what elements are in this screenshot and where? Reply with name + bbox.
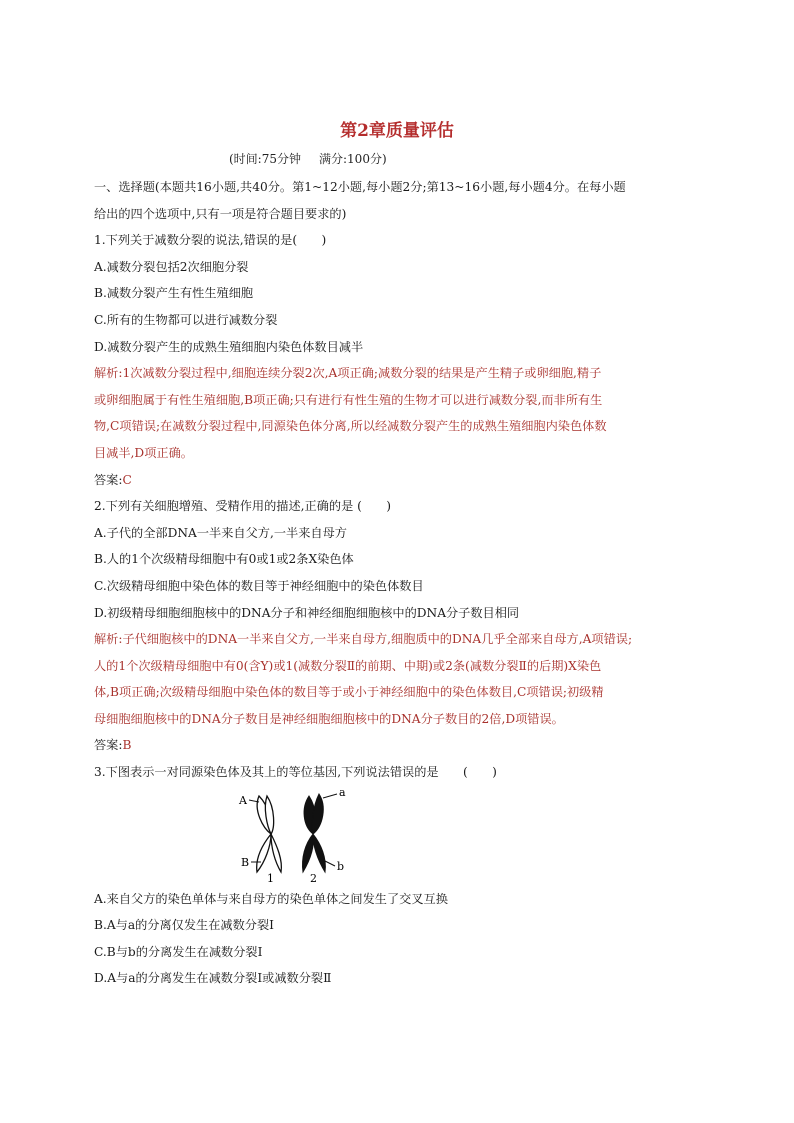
q2-option-b: B.人的1个次级精母细胞中有0或1或2条X染色体: [94, 552, 354, 567]
homologous-chromosomes-diagram: [237, 790, 367, 882]
chromosome-number-2: 2: [310, 871, 317, 882]
page-title: 第2章质量评估: [340, 121, 454, 141]
q2-answer-label: 答案:: [94, 738, 123, 753]
q2-option-a: A.子代的全部DNA一半来自父方,一半来自母方: [94, 525, 347, 540]
q3-option-a: A.来自父方的染色单体与来自母方的染色单体之间发生了交叉互换: [94, 891, 448, 906]
q3-option-d: D.A与a的分离发生在减数分裂Ⅰ或减数分裂Ⅱ: [94, 971, 332, 986]
q2-answer: B: [122, 738, 132, 753]
q2-analysis-line1: 解析:子代细胞核中的DNA一半来自父方,一半来自母方,细胞质中的DNA几乎全部来自母方,A项错误;: [94, 632, 633, 647]
q2-answer-row: [94, 732, 714, 759]
pointer-a: [323, 794, 337, 798]
q1-analysis-line1: 解析:1次减数分裂过程中,细胞连续分裂2次,A项正确;减数分裂的结果是产生精子或卵细胞,精子: [94, 366, 602, 381]
q3-option-c: C.B与b的分离发生在减数分裂Ⅰ: [94, 944, 263, 959]
chromosome-number-1: 1: [267, 871, 274, 882]
q2-analysis-line3: 体,B项正确;次级精母细胞中染色体的数目等于或小于神经细胞中的染色体数目,C项错误;初级精: [94, 685, 604, 700]
q1-answer-label: 答案:: [94, 472, 123, 487]
gene-label-B: B: [241, 855, 250, 869]
gene-label-b: b: [337, 859, 345, 873]
q1-option-b: B.减数分裂产生有性生殖细胞: [94, 286, 254, 301]
chromosome-2: [302, 794, 325, 872]
q1-option-c: C.所有的生物都可以进行减数分裂: [94, 312, 278, 327]
section-heading-line2: 给出的四个选项中,只有一项是符合题目要求的): [94, 206, 347, 221]
q2-stem: 2.下列有关细胞增殖、受精作用的描述,正确的是 ( ): [94, 499, 392, 514]
exam-meta: [229, 150, 387, 167]
q2-option-d: D.初级精母细胞细胞核中的DNA分子和神经细胞细胞核中的DNA分子数目相同: [94, 605, 520, 620]
q1-option-d: D.减数分裂产生的成熟生殖细胞内染色体数目减半: [94, 339, 364, 354]
q1-analysis-line2: 或卵细胞属于有性生殖细胞,B项正确;只有进行有性生殖的生物才可以进行减数分裂,而非所有生: [94, 392, 603, 407]
exam-score: 满分:100分): [319, 152, 387, 166]
q1-analysis-line4: 目减半,D项正确。: [94, 445, 193, 460]
q3-option-b: B.A与a的分离仅发生在减数分裂Ⅰ: [94, 918, 274, 933]
exam-time: (时间:75分钟: [229, 152, 301, 166]
q1-answer-row: [94, 467, 714, 494]
q1-stem: 1.下列关于减数分裂的说法,错误的是( ): [94, 233, 327, 248]
q1-option-a: A.减数分裂包括2次细胞分裂: [94, 259, 249, 274]
content: [94, 174, 714, 992]
q1-analysis-line3: 物,C项错误;在减数分裂过程中,同源染色体分离,所以经减数分裂产生的成熟生殖细胞内染色体数: [94, 419, 607, 434]
q3-stem: 3.下图表示一对同源染色体及其上的等位基因,下列说法错误的是 ( ): [94, 765, 497, 780]
chromosome-figure: [94, 786, 714, 886]
q1-answer: C: [122, 472, 132, 487]
gene-label-a: a: [339, 789, 346, 799]
q2-analysis-line2: 人的1个次级精母细胞中有0(含Y)或1(减数分裂Ⅱ的前期、中期)或2条(减数分裂Ⅱ的后期)X染色: [94, 658, 602, 673]
q2-option-c: C.次级精母细胞中染色体的数目等于神经细胞中的染色体数目: [94, 578, 424, 593]
section-heading-line1: 一、选择题(本题共16小题,共40分。第1~12小题,每小题2分;第13~16小题,每小题4分。在每小题: [94, 180, 626, 194]
chromosome-1: [257, 796, 282, 872]
gene-label-A: A: [239, 793, 247, 807]
q2-analysis-line4: 母细胞细胞核中的DNA分子数目是神经细胞细胞核中的DNA分子数目的2倍,D项错误。: [94, 711, 564, 726]
